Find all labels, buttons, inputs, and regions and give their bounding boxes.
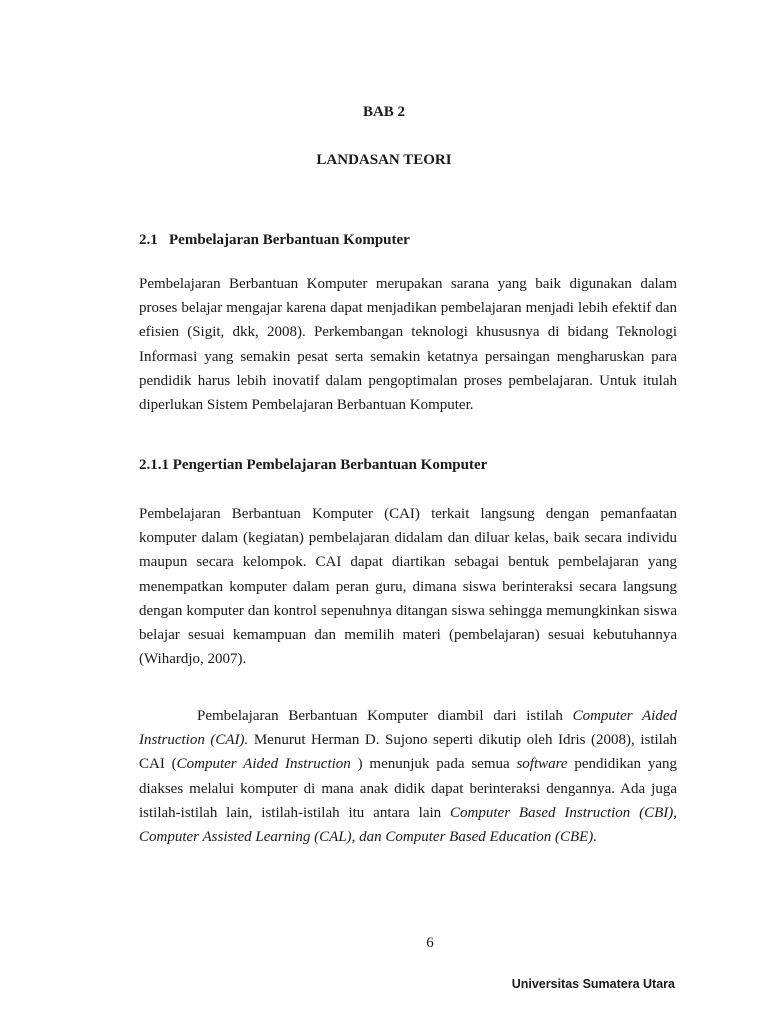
section-number: 2.1 bbox=[139, 232, 158, 248]
subsection-paragraph-1: Pembelajaran Berbantuan Komputer (CAI) terkait langsung dengan pemanfaatan komputer dalam (kegiatan) pembelajaran didalam dan diluar kelas, baik secara individu maupun secara kelompok. CAI dapat diartikan sebagai bentuk pembelajaran yang menempatkan komputer dalam peran guru, dimana siswa berinteraksi secara langsung dengan komputer dan kontrol sepenuhnya ditangan siswa sehingga memungkinkan siswa belajar sesuai kemampuan dan memilih materi (pembelajaran) sesuai kebutuhannya (Wihardjo, 2007). bbox=[139, 506, 677, 668]
italic-term: software bbox=[516, 756, 568, 773]
text-run: Pembelajaran Berbantuan Komputer diambil dari istilah bbox=[197, 708, 573, 724]
subsection-2-1-1-heading: 2.1.1 Pengertian Pembelajaran Berbantuan Komputer bbox=[139, 457, 488, 473]
text-run: ) menunjuk pada semua bbox=[350, 756, 517, 773]
section-title: Pembelajaran Berbantuan Komputer bbox=[169, 232, 410, 248]
chapter-title: LANDASAN TEORI bbox=[316, 152, 452, 168]
subsection-paragraph-2 bbox=[139, 704, 677, 849]
italic-term: Computer Aided Instruction (CAI). bbox=[139, 708, 678, 749]
text-run: Menurut Herman D. Sujono seperti dikutip oleh Idris (2008), istilah CAI ( bbox=[139, 732, 677, 773]
italic-term: Computer Aided Instruction bbox=[176, 756, 351, 773]
page-number: 6 bbox=[426, 935, 434, 951]
chapter-label: BAB 2 bbox=[362, 104, 406, 120]
university-footer: Universitas Sumatera Utara bbox=[511, 977, 675, 991]
italic-term: Computer Based Instruction (CBI), Computer Assisted Learning (CAL), dan Computer Based Education (CBE). bbox=[139, 804, 678, 846]
text-run: pendidikan yang diakses melalui komputer di mana anak didik dapat berinteraksi dengannya. Ada juga istilah-istilah lain, istilah-istilah itu antara lain bbox=[139, 756, 678, 821]
section-2-1-heading bbox=[139, 232, 410, 249]
section-2-1-paragraph: Pembelajaran Berbantuan Komputer merupakan sarana yang baik digunakan dalam proses belajar mengajar karena dapat menjadikan pembelajaran menjadi lebih efektif dan efisien (Sigit, dkk, 2008). Perkembangan teknologi khususnya di bidang Teknologi Informasi yang semakin pesat serta semakin ketatnya persaingan mengharuskan para pendidik harus lebih inovatif dalam pengoptimalan proses pembelajaran. Untuk itulah diperlukan Sistem Pembelajaran Berbantuan Komputer. bbox=[139, 276, 677, 414]
